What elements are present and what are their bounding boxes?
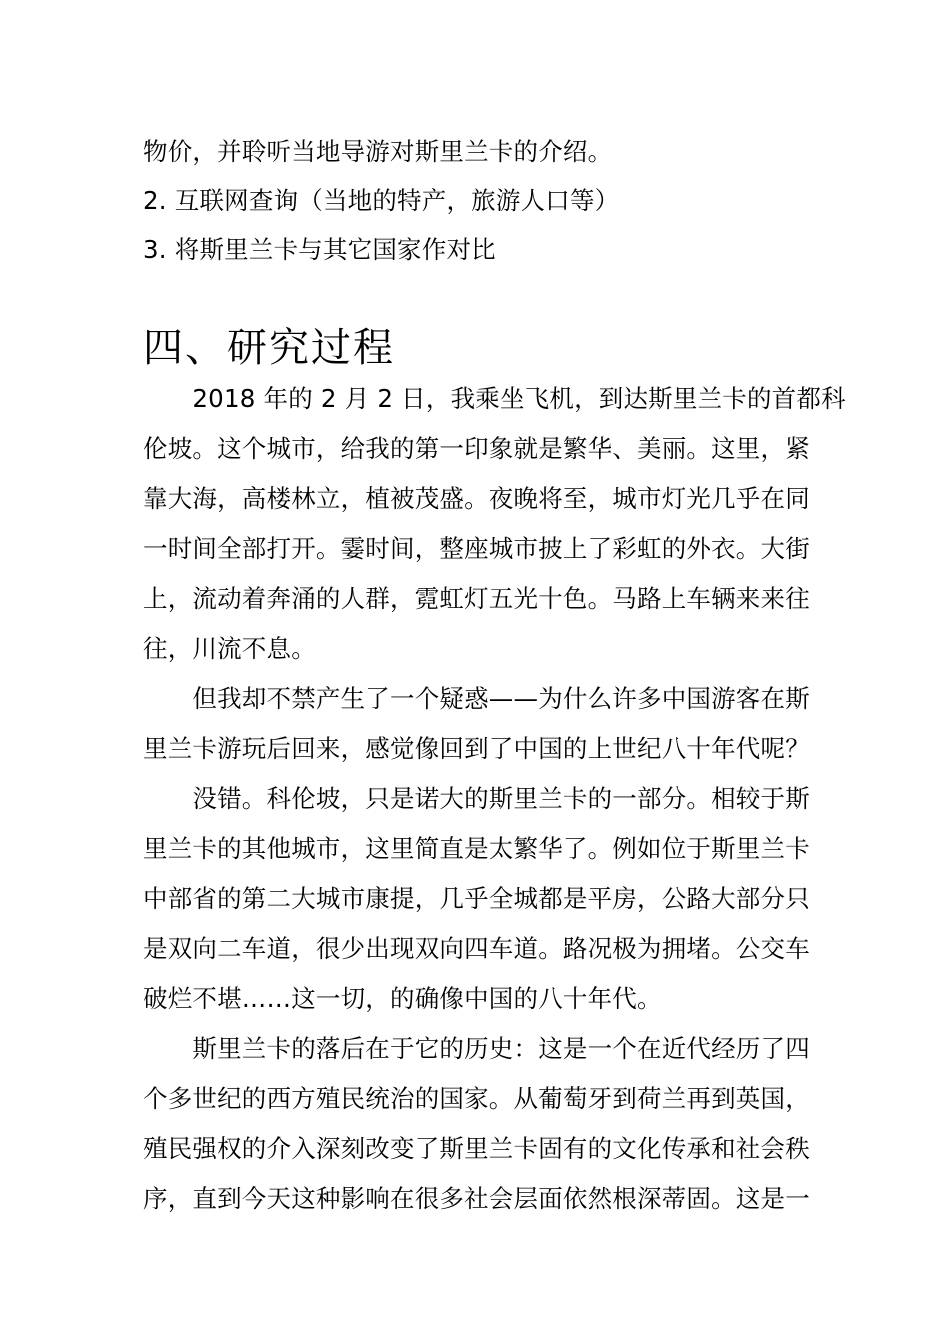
intro-line: 3. 将斯里兰卡与其它国家作对比 <box>143 235 496 264</box>
body-line: 靠大海，高楼林立，植被茂盛。夜晚将至，城市灯光几乎在同 <box>143 484 810 513</box>
intro-line: 2. 互联网查询（当地的特产，旅游人口等） <box>143 186 620 215</box>
body-line: 中部省的第二大城市康提，几乎全城都是平房，公路大部分只 <box>143 884 810 913</box>
body-line: 破烂不堪……这一切，的确像中国的八十年代。 <box>143 984 662 1013</box>
body-line: 斯里兰卡的落后在于它的历史：这是一个在近代经历了四 <box>143 1034 810 1063</box>
body-line: 里兰卡的其他城市，这里简直是太繁华了。例如位于斯里兰卡 <box>143 834 810 863</box>
body-line: 伦坡。这个城市，给我的第一印象就是繁华、美丽。这里，紧 <box>143 434 810 463</box>
body-line: 个多世纪的西方殖民统治的国家。从葡萄牙到荷兰再到英国， <box>143 1084 810 1113</box>
body-line: 殖民强权的介入深刻改变了斯里兰卡固有的文化传承和社会秩 <box>143 1134 810 1163</box>
section-title: 四、研究过程 <box>143 325 395 371</box>
body-line: 是双向二车道，很少出现双向四车道。路况极为拥堵。公交车 <box>143 934 810 963</box>
body-line: 一时间全部打开。霎时间，整座城市披上了彩虹的外衣。大街 <box>143 534 810 563</box>
intro-line: 物价，并聆听当地导游对斯里兰卡的介绍。 <box>143 137 613 166</box>
body-line: 但我却不禁产生了一个疑惑——为什么许多中国游客在斯 <box>143 684 810 713</box>
body-line: 2018 年的 2 月 2 日，我乘坐飞机，到达斯里兰卡的首都科 <box>143 384 846 413</box>
body-line: 往，川流不息。 <box>143 634 316 663</box>
body-line: 上，流动着奔涌的人群，霓虹灯五光十色。马路上车辆来来往 <box>143 584 810 613</box>
body-line: 没错。科伦坡，只是诺大的斯里兰卡的一部分。相较于斯 <box>143 784 810 813</box>
body-line: 序，直到今天这种影响在很多社会层面依然根深蒂固。这是一 <box>143 1184 810 1213</box>
body-line: 里兰卡游玩后回来，感觉像回到了中国的上世纪八十年代呢？ <box>143 734 810 763</box>
